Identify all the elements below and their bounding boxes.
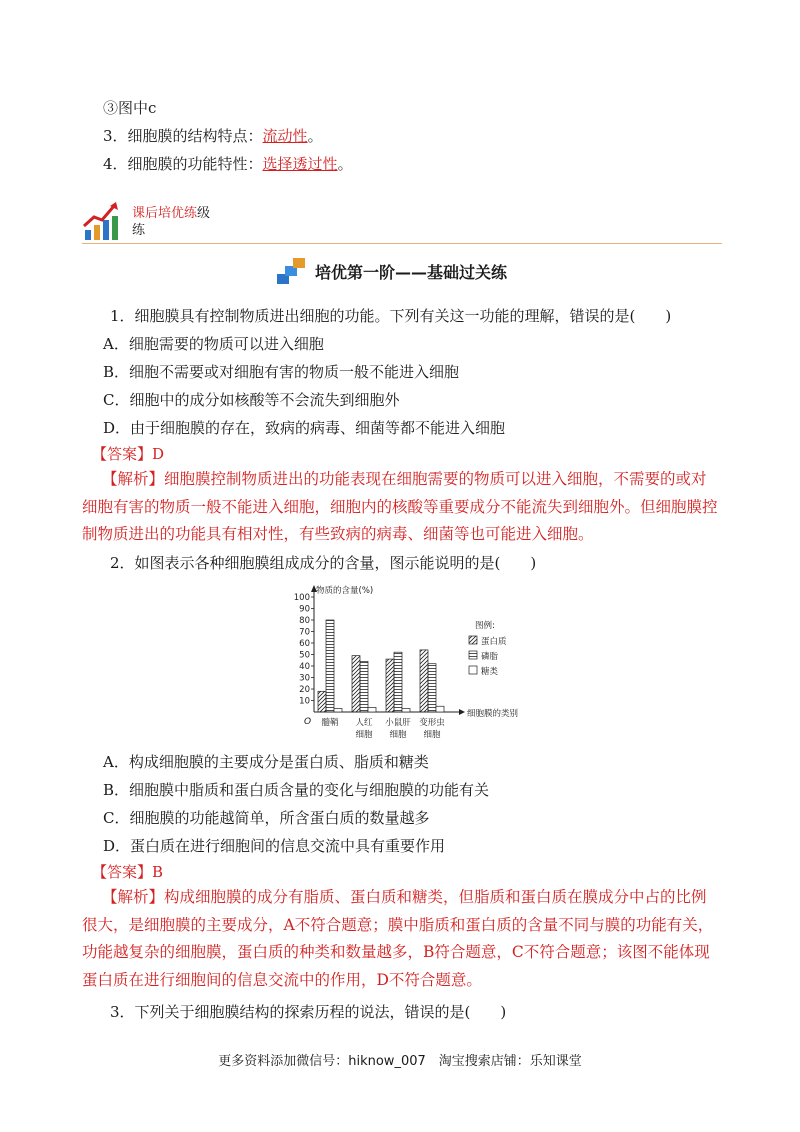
intro-line-3-answer: 选择透过性: [262, 155, 338, 173]
q1-analysis-text: 细胞膜控制物质进出的功能表现在细胞需要的物质可以进入细胞，不需要的或对细胞有害的物质一般不能进入细胞，细胞内的核酸等重要成分不能流失到细胞外。但细胞膜控制物质进出的功能具有相对性，有些致病的病毒、细菌等也可能进入细胞。: [82, 470, 718, 543]
q1-stem: 1．细胞膜具有控制物质进出细胞的功能。下列有关这一功能的理解，错误的是( ): [110, 307, 672, 325]
intro-line-3-suffix: 。: [337, 155, 353, 173]
q2-answer-value: B: [152, 863, 164, 881]
x-axis-label: 细胞膜的类别: [467, 709, 519, 719]
q1-analysis-label: 【解析】: [102, 470, 165, 488]
legend-swatch: [469, 651, 477, 659]
intro-line-1: ③图中c: [103, 99, 157, 117]
legend-label: 磷脂: [481, 652, 499, 662]
bar: [326, 620, 334, 712]
bar: [334, 709, 342, 712]
q2-analysis: [82, 884, 722, 994]
section-divider: [82, 243, 722, 244]
page-footer: 更多资料添加微信号：hiknow_007 淘宝搜索店铺：乐知课堂: [218, 1054, 582, 1069]
section-banner: [275, 256, 507, 286]
q1-option-c: C．细胞中的成分如核酸等不会流失到细胞外: [103, 391, 400, 409]
intro-line-2-suffix: 。: [307, 127, 323, 145]
banner-title: 培优第一阶——基础过关练: [315, 262, 508, 282]
q1-option-a: A．细胞需要的物质可以进入细胞: [103, 335, 324, 353]
y-tick-label: 90: [299, 604, 310, 615]
y-tick-label: 50: [299, 650, 310, 661]
y-tick-label: 20: [299, 685, 310, 695]
y-tick-label: 40: [299, 662, 310, 672]
q1-analysis: [82, 466, 722, 549]
q1-option-b: B．细胞不需要或对细胞有害的物质一般不能进入细胞: [103, 363, 460, 381]
category-label: 细胞: [355, 730, 373, 740]
q2-answer: [92, 862, 163, 882]
bar: [368, 707, 376, 712]
bar: [394, 652, 402, 712]
q1-answer-label: 【答案】: [92, 445, 153, 463]
intro-line-2-answer: 流动性: [262, 127, 308, 145]
legend-label: 糖类: [481, 667, 499, 677]
bar: [420, 650, 428, 712]
membrane-composition-chart: [280, 580, 550, 750]
y-tick-label: 30: [299, 673, 310, 684]
legend-swatch: [469, 636, 477, 644]
category-label: 人红: [355, 718, 373, 728]
y-tick-label: 100: [293, 593, 310, 603]
legend-title: 图例:: [475, 621, 495, 631]
section-title-black-1: 级: [197, 206, 211, 221]
origin-label: O: [304, 717, 312, 727]
y-axis-label: 物质的含量(%): [316, 586, 374, 596]
bar: [436, 706, 444, 712]
stairs-icon: [275, 256, 309, 286]
y-tick-label: 10: [299, 696, 310, 707]
y-tick-label: 80: [299, 616, 310, 626]
q3-stem: 3．下列关于细胞膜结构的探索历程的说法，错误的是( ): [110, 1003, 507, 1021]
bar: [352, 656, 360, 712]
legend-label: 蛋白质: [481, 637, 507, 647]
q2-answer-label: 【答案】: [92, 863, 153, 881]
q2-stem: 2．如图表示各种细胞膜组成成分的含量，图示能说明的是( ): [110, 554, 537, 572]
q2-option-b: B．细胞膜中脂质和蛋白质含量的变化与细胞膜的功能有关: [103, 781, 490, 799]
q2-option-a: A．构成细胞膜的主要成分是蛋白质、脂质和糖类: [103, 753, 429, 771]
section-title-black-2: 练: [132, 223, 146, 238]
legend-swatch: [469, 666, 477, 674]
q1-option-d: D．由于细胞膜的存在，致病的病毒、细菌等都不能进入细胞: [103, 419, 506, 437]
x-axis-arrow: [459, 709, 465, 715]
category-label: 细胞: [389, 730, 407, 740]
category-label: 变形虫: [419, 718, 445, 728]
q2-option-d: D．蛋白质在进行细胞间的信息交流中具有重要作用: [103, 837, 446, 855]
section-title: [132, 205, 210, 239]
q1-answer: [92, 444, 164, 464]
intro-line-3: [103, 154, 353, 174]
bar: [360, 661, 368, 712]
intro-line-2: [103, 126, 323, 146]
y-tick-label: 70: [299, 627, 310, 638]
bar: [318, 691, 326, 712]
q2-analysis-label: 【解析】: [102, 888, 165, 906]
bar: [428, 664, 436, 712]
q1-answer-value: D: [152, 445, 165, 463]
category-label: 小鼠肝: [385, 718, 411, 728]
q2-analysis-text: 构成细胞膜的成分有脂质、蛋白质和糖类，但脂质和蛋白质在膜成分中占的比例很大，是细胞膜的主要成分，A不符合题意；膜中脂质和蛋白质的含量不同与膜的功能有关，功能越复杂的细胞膜，蛋白质的种类和数量越多，B符合题意，C不符合题意；该图不能体现蛋白质在进行细胞间的信息交流中的作用，D不符合题意。: [82, 888, 714, 989]
bar: [386, 659, 394, 712]
section-title-red: 课后培优练: [132, 206, 198, 221]
category-label: 细胞: [423, 730, 441, 740]
category-label: 髓鞘: [321, 718, 339, 728]
q2-option-c: C．细胞膜的功能越简单，所含蛋白质的数量越多: [103, 809, 430, 827]
intro-line-3-prefix: 4．细胞膜的功能特性：: [103, 155, 263, 173]
intro-line-2-prefix: 3．细胞膜的结构特点：: [103, 127, 263, 145]
y-tick-label: 60: [299, 639, 310, 649]
bar: [402, 709, 410, 712]
